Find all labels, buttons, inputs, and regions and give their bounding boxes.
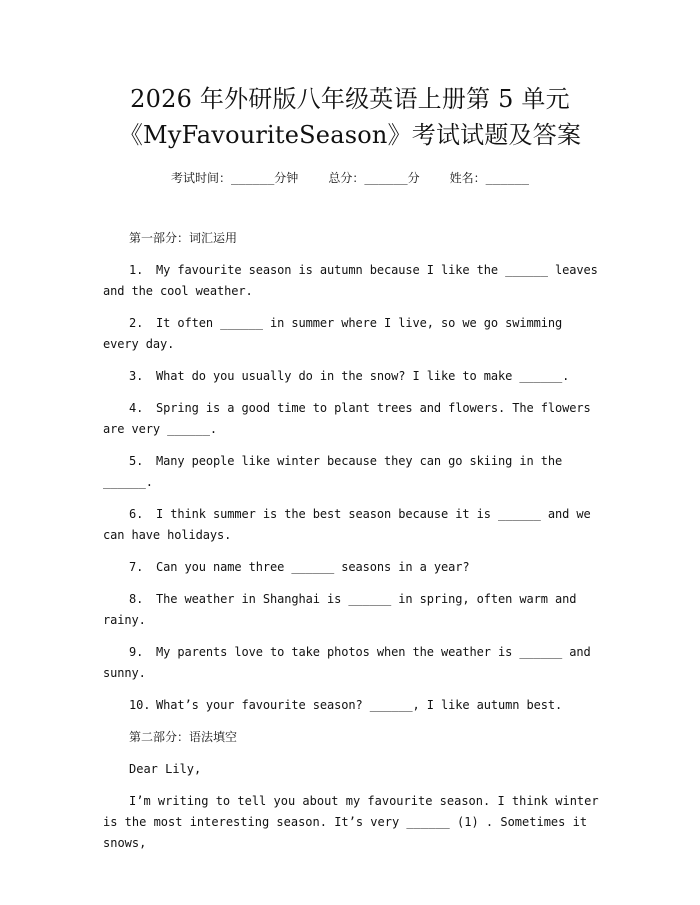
letter-salutation: Dear Lily,	[129, 762, 202, 776]
question-item	[103, 642, 601, 684]
question-text: The weather in Shanghai is ______ in spring, often warm and rainy.	[103, 592, 577, 627]
question-text: My parents love to take photos when the weather is ______ and sunny.	[103, 645, 591, 680]
question-item	[103, 313, 601, 355]
exam-info-line	[0, 169, 700, 187]
question-item	[103, 695, 601, 716]
question-number: 4.	[129, 401, 144, 415]
part2-heading: 第二部分：语法填空	[129, 730, 238, 744]
question-text: What’s your favourite season? ______, I like autumn best.	[156, 698, 563, 712]
question-item	[103, 451, 601, 493]
question-number: 2.	[129, 316, 144, 330]
document-title-line-2: 《MyFavouriteSeason》考试试题及答案	[118, 121, 582, 149]
question-text: Can you name three ______ seasons in a year?	[156, 560, 470, 574]
question-text: I think summer is the best season because it is ______ and we can have holidays.	[103, 507, 591, 542]
question-text: It often ______ in summer where I live, so we go swimming every day.	[103, 316, 563, 351]
exam-time-field: 考试时间：______分钟	[170, 171, 299, 185]
question-item	[103, 504, 601, 546]
question-item	[103, 557, 601, 578]
question-number: 5.	[129, 454, 144, 468]
question-number: 10.	[129, 698, 151, 712]
question-number: 1.	[129, 263, 144, 277]
question-text: What do you usually do in the snow? I like to make ______.	[156, 369, 570, 383]
question-item	[103, 260, 601, 302]
part1-heading: 第一部分：词汇运用	[129, 231, 238, 245]
question-number: 7.	[129, 560, 144, 574]
question-number: 6.	[129, 507, 144, 521]
question-text: Many people like winter because they can go skiing in the ______.	[103, 454, 563, 489]
question-item	[103, 398, 601, 440]
student-name-field: 姓名：______	[449, 171, 530, 185]
question-item	[103, 589, 601, 631]
letter-paragraph: I’m writing to tell you about my favourite season. I think winter is the most interesting season. It’s very ______ (1) . Sometimes it snows,	[103, 794, 599, 850]
question-text: My favourite season is autumn because I like the ______ leaves and the cool weather.	[103, 263, 598, 298]
total-score-field: 总分：______分	[328, 171, 420, 185]
question-number: 8.	[129, 592, 144, 606]
question-number: 9.	[129, 645, 144, 659]
question-text: Spring is a good time to plant trees and flowers. The flowers are very ______.	[103, 401, 591, 436]
document-body	[103, 228, 601, 865]
document-title-line-1: 2026 年外研版八年级英语上册第 5 单元	[130, 85, 570, 113]
question-item	[103, 366, 601, 387]
question-number: 3.	[129, 369, 144, 383]
